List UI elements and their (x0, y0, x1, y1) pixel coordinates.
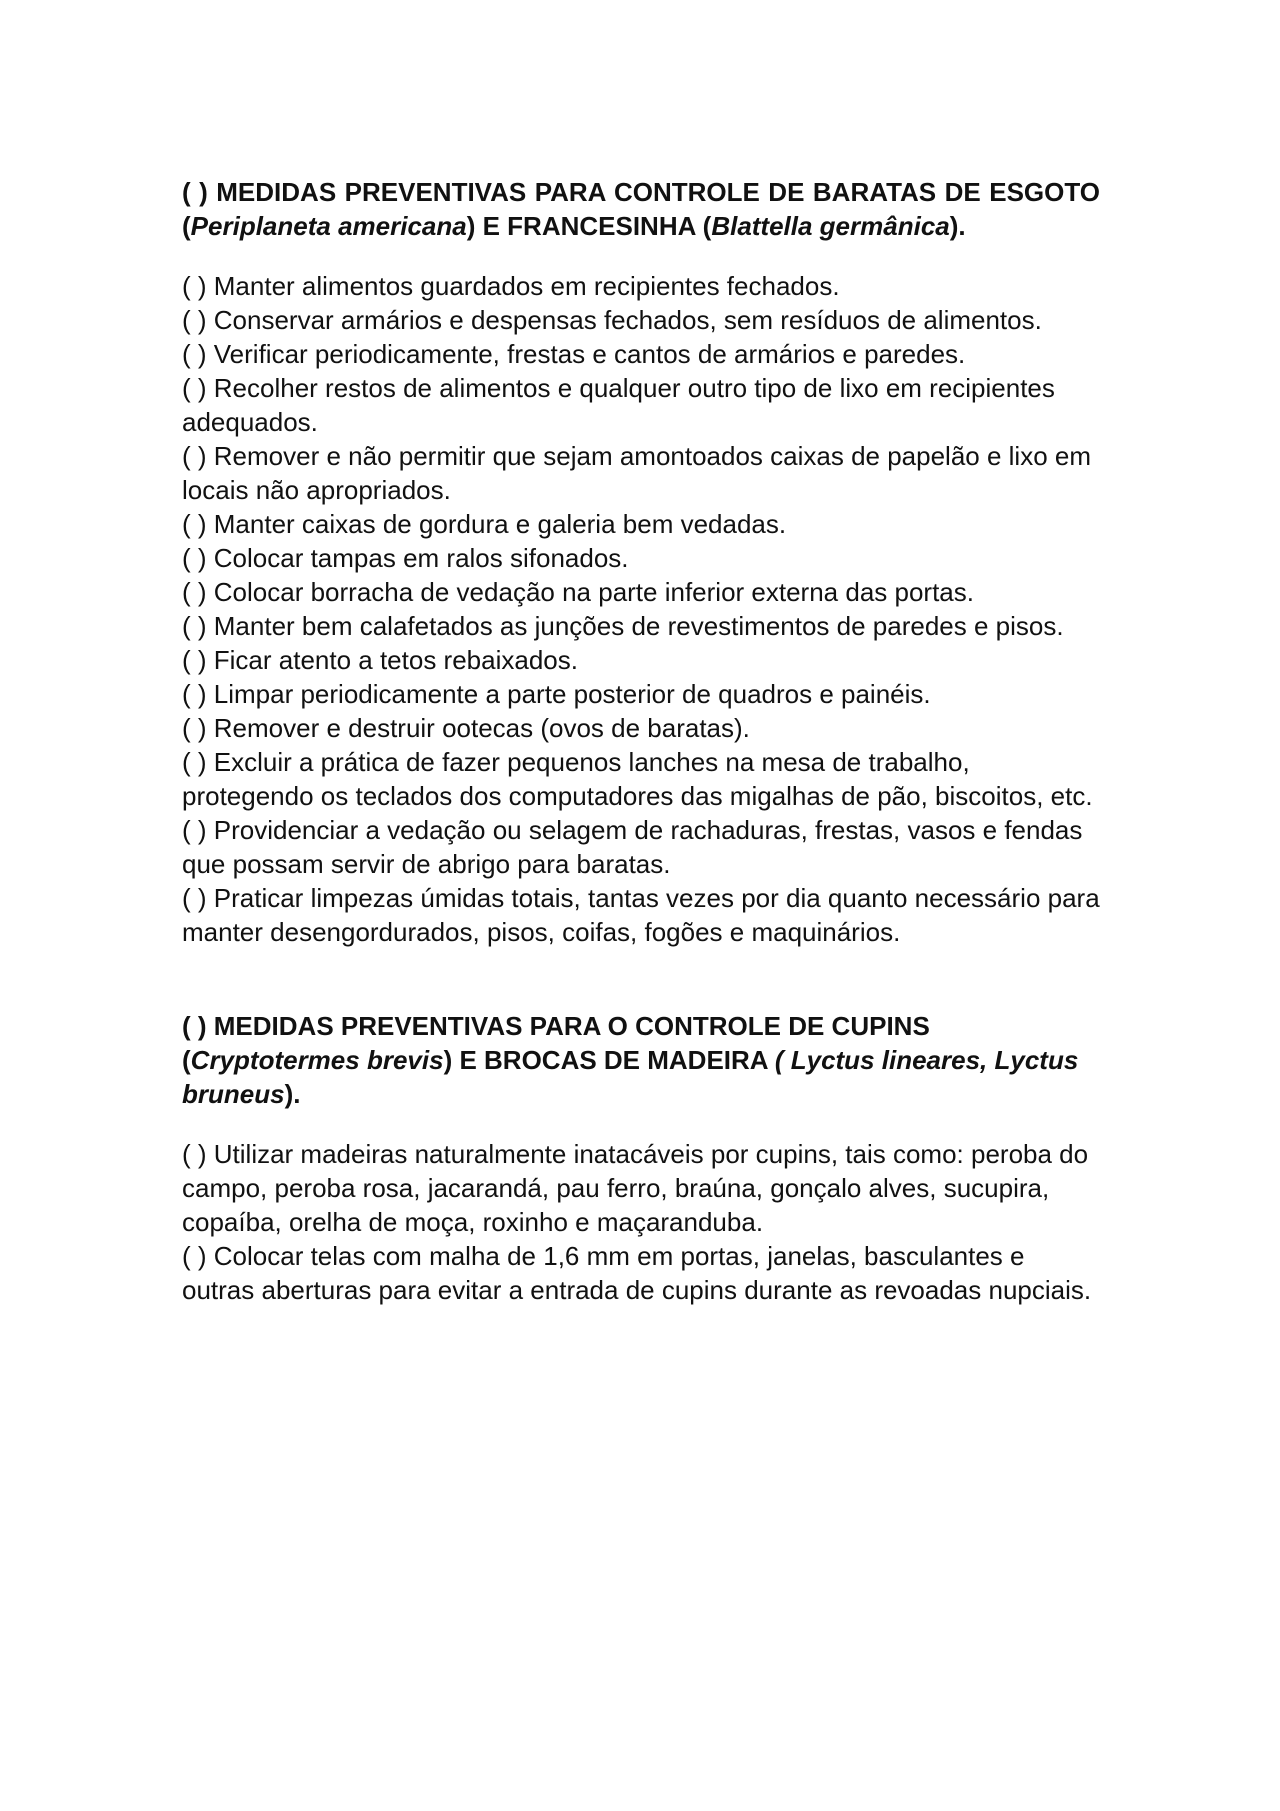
spacer (182, 1111, 1100, 1137)
heading-text: ). (949, 211, 966, 241)
checklist-item: ( ) Utilizar madeiras naturalmente inatacáveis por cupins, tais como: peroba do campo, peroba rosa, jacarandá, pau ferro, braúna, gonçalo alves, sucupira, copaíba, orelha de moça, roxinho e maçaranduba. (182, 1139, 1089, 1237)
checklist-item: ( ) Remover e não permitir que sejam amontoados caixas de papelão e lixo em locais não apropriados. (182, 441, 1092, 505)
heading-text: ) E BROCAS DE MADEIRA (443, 1045, 775, 1075)
checklist-item: ( ) Manter bem calafetados as junções de revestimentos de paredes e pisos. (182, 611, 1064, 641)
heading-text: ). (284, 1079, 301, 1109)
section-heading-cupins (182, 1009, 1100, 1111)
spacer (182, 243, 1100, 269)
checklist-item: ( ) Excluir a prática de fazer pequenos lanches na mesa de trabalho, protegendo os teclados dos computadores das migalhas de pão, biscoitos, etc. (182, 747, 1093, 811)
spacer (182, 949, 1100, 1009)
checklist-item: ( ) Providenciar a vedação ou selagem de rachaduras, frestas, vasos e fendas que possam servir de abrigo para baratas. (182, 815, 1083, 879)
document-content (182, 175, 1100, 1307)
checklist-item: ( ) Manter alimentos guardados em recipientes fechados. (182, 271, 840, 301)
heading-text: ( ) MEDIDAS PREVENTIVAS PARA CONTROLE DE BARATAS DE ESGOTO ( (182, 177, 1100, 241)
checklist-item: ( ) Praticar limpezas úmidas totais, tantas vezes por dia quanto necessário para manter desengordurados, pisos, coifas, fogões e maquinários. (182, 883, 1100, 947)
checklist-item: ( ) Colocar borracha de vedação na parte inferior externa das portas. (182, 577, 974, 607)
scientific-name: Cryptotermes brevis (190, 1045, 444, 1075)
checklist-item: ( ) Conservar armários e despensas fechados, sem resíduos de alimentos. (182, 305, 1042, 335)
checklist-item: ( ) Verificar periodicamente, frestas e cantos de armários e paredes. (182, 339, 966, 369)
scientific-name: Periplaneta americana (190, 211, 467, 241)
measures-list-baratas (182, 269, 1100, 949)
heading-text: ) E FRANCESINHA ( (466, 211, 712, 241)
checklist-item: ( ) Colocar telas com malha de 1,6 mm em portas, janelas, basculantes e outras aberturas para evitar a entrada de cupins durante as revoadas nupciais. (182, 1241, 1092, 1305)
checklist-item: ( ) Colocar tampas em ralos sifonados. (182, 543, 629, 573)
checklist-item: ( ) Limpar periodicamente a parte posterior de quadros e painéis. (182, 679, 931, 709)
heading-text: ( ) MEDIDAS PREVENTIVAS PARA O CONTROLE DE CUPINS ( (182, 1011, 930, 1075)
checklist-item: ( ) Remover e destruir ootecas (ovos de baratas). (182, 713, 750, 743)
checklist-item: ( ) Manter caixas de gordura e galeria bem vedadas. (182, 509, 787, 539)
scientific-name: Blattella germânica (711, 211, 950, 241)
scientific-name: ( Lyctus lineares, Lyctus bruneus (182, 1045, 1079, 1109)
checklist-item: ( ) Recolher restos de alimentos e qualquer outro tipo de lixo em recipientes adequados. (182, 373, 1055, 437)
checklist-item: ( ) Ficar atento a tetos rebaixados. (182, 645, 578, 675)
measures-list-cupins (182, 1137, 1100, 1307)
section-heading-baratas (182, 175, 1100, 243)
